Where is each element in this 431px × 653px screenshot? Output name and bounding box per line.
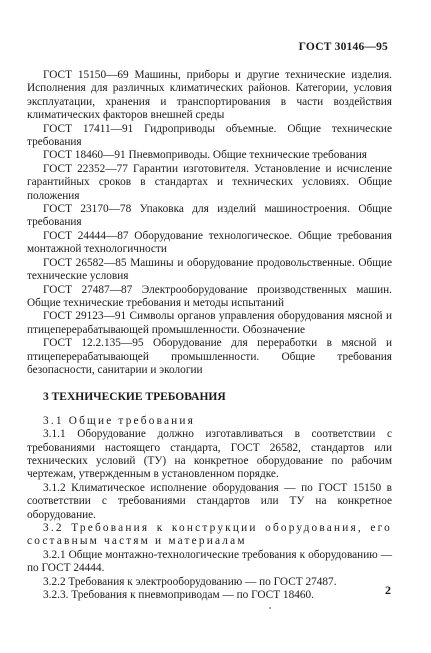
paragraph-3-2-3: 3.2.3. Требования к пневмоприводам — по ГОСТ 18460. <box>43 589 315 602</box>
reference-gost-22352: ГОСТ 22352—77 Гарантии изготовителя. Установление и исчисление гарантийных сроков в стандартах и технических условиях. Общие положения <box>27 162 392 202</box>
reference-gost-17411: ГОСТ 17411—91 Гидроприводы объемные. Общие технические требования <box>27 122 392 149</box>
reference-gost-26582: ГОСТ 26582—85 Машины и оборудование продовольственные. Общие технические условия <box>27 256 392 283</box>
reference-gost-12-2-135: ГОСТ 12.2.135—95 Оборудование для переработки в мясной и птицеперерабатывающей промышленности. Общие требования безопасности, санитарии и экологии <box>27 337 392 376</box>
reference-gost-18460: ГОСТ 18460—91 Пневмоприводы. Общие технические требования <box>43 149 367 162</box>
paragraph-3-1-1: 3.1.1 Оборудование должно изготавливаться в соответствии с требованиями настоящего стандарта, ГОСТ 26582, стандартов или технических условий (ТУ) на конкретное оборудование по рабочим чертежам, утвержденным в установленном порядке. <box>27 428 392 481</box>
reference-gost-27487: ГОСТ 27487—87 Электрооборудование производственных машин. Общие технические требования и методы испытаний <box>27 283 392 309</box>
paragraph-3-2-1: 3.2.1 Общие монтажно-технологические требования к оборудованию — по ГОСТ 24444. <box>27 548 392 575</box>
subsection-3-2-title: 3.2 Требования к конструкции оборудования, его составным частям и материалам <box>27 522 392 548</box>
page-number: 2 <box>385 583 391 597</box>
reference-gost-23170: ГОСТ 23170—78 Упаковка для изделий машиностроения. Общие требования <box>27 203 392 229</box>
section-title: 3 ТЕХНИЧЕСКИЕ ТРЕБОВАНИЯ <box>43 391 226 404</box>
reference-gost-15150: ГОСТ 15150—69 Машины, приборы и другие технические изделия. Исполнения для различных климатических районов. Категории, условия эксплуатации, хранения и транспортирования в части воздействия климатических факторов внешней среды <box>27 69 392 122</box>
scan-speck <box>269 607 271 609</box>
reference-gost-29123: ГОСТ 29123—91 Символы органов управления оборудования мясной и птицеперерабатывающей промышленности. Обозначение <box>27 310 392 336</box>
document-header: ГОСТ 30146—95 <box>298 41 388 53</box>
page-body <box>27 69 392 602</box>
subsection-3-1-title: 3.1 Общие требования <box>43 414 196 427</box>
reference-gost-24444: ГОСТ 24444—87 Оборудование технологическое. Общие требования монтажной технологичности <box>27 229 392 256</box>
paragraph-3-1-2: 3.1.2 Климатическое исполнение оборудования — по ГОСТ 15150 в соответствии с требованиями стандартов или ТУ на конкретное оборудование. <box>27 481 392 521</box>
paragraph-3-2-2: 3.2.2 Требования к электрооборудованию — по ГОСТ 27487. <box>43 575 337 588</box>
